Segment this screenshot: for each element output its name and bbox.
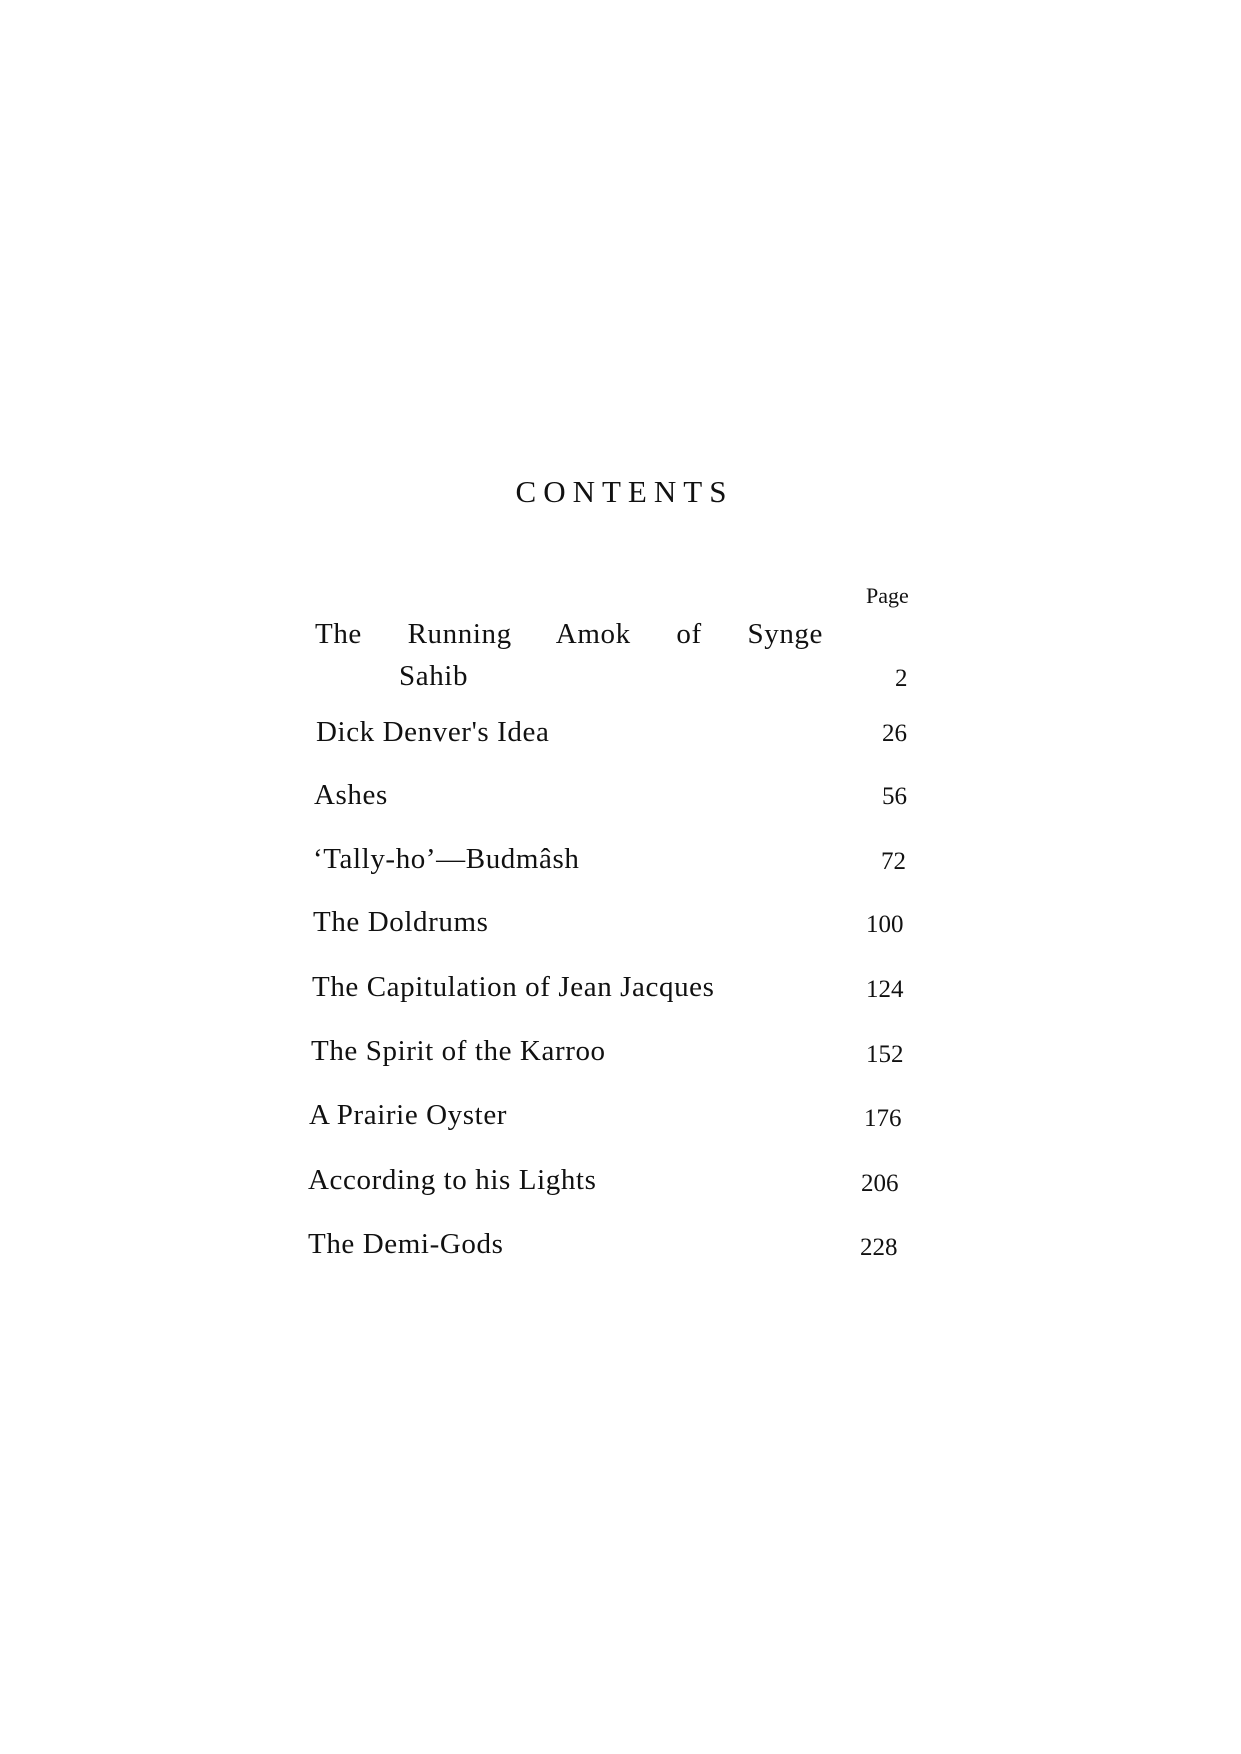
entry-title — [315, 613, 823, 697]
entry-title: A Prairie Oyster — [309, 1099, 508, 1131]
entry-title: The Doldrums — [313, 906, 489, 938]
entry-title-line: The Running Amok of Synge — [315, 618, 823, 650]
toc-entry — [0, 613, 1241, 692]
entry-page-number: 152 — [866, 1041, 904, 1068]
entry-page-number: 206 — [861, 1170, 899, 1197]
toc-entry — [0, 971, 1241, 1021]
entry-page-number: 26 — [882, 720, 907, 747]
entry-title: The Spirit of the Karroo — [311, 1035, 606, 1067]
entry-title: Dick Denver's Idea — [316, 716, 550, 748]
entry-page-number: 56 — [882, 783, 907, 810]
entry-title: ‘Tally-ho’—Budmâsh — [313, 843, 580, 875]
toc-entry — [0, 906, 1241, 956]
entry-title: The Capitulation of Jean Jacques — [312, 971, 715, 1003]
entry-title: According to his Lights — [308, 1164, 597, 1196]
entry-page-number: 100 — [866, 911, 904, 938]
toc-entry — [0, 716, 1241, 766]
page-column-label: Page — [866, 583, 909, 608]
entry-title: The Demi-Gods — [308, 1228, 504, 1260]
entry-page-number: 228 — [860, 1234, 898, 1261]
toc-entry — [0, 779, 1241, 829]
toc-entry — [0, 1035, 1241, 1085]
toc-entry — [0, 1099, 1241, 1149]
entry-page-number: 2 — [895, 665, 908, 692]
contents-heading: CONTENTS — [515, 474, 734, 509]
entry-page-number: 176 — [864, 1105, 902, 1132]
entry-page-number: 124 — [866, 976, 904, 1003]
toc-entry — [0, 1228, 1241, 1278]
toc-entry — [0, 843, 1241, 893]
entry-title-continuation: Sahib — [399, 660, 469, 692]
entry-page-number: 72 — [881, 848, 906, 875]
entry-title: Ashes — [314, 779, 388, 811]
toc-entry — [0, 1164, 1241, 1214]
